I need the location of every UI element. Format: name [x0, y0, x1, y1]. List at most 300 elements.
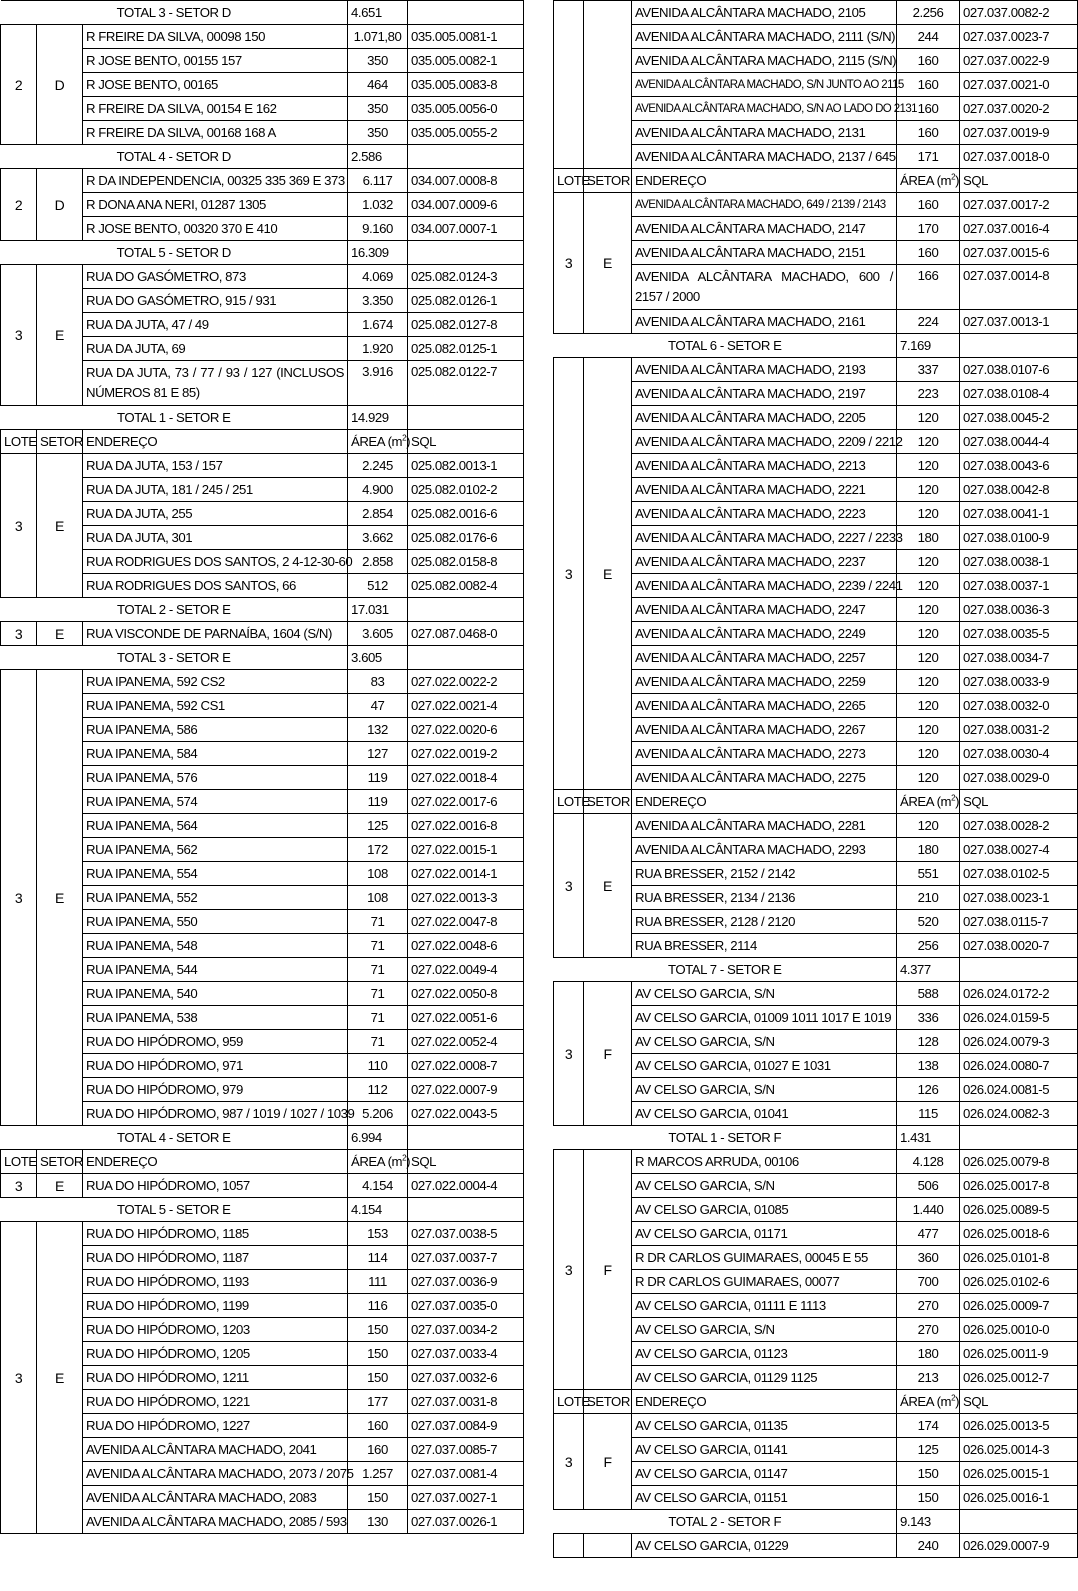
- sql-cell: 027.022.0004-4: [408, 1174, 524, 1198]
- address-cell: AVENIDA ALCÂNTARA MACHADO, 600 / 2157 / 2000: [632, 265, 897, 310]
- sql-cell: 025.082.0013-1: [408, 454, 524, 478]
- address-cell: RUA DO HIPÓDROMO, 971: [83, 1054, 348, 1078]
- total-empty-cell: [408, 646, 524, 670]
- setor-cell: F: [584, 1414, 632, 1510]
- table-row: [554, 1174, 1078, 1198]
- header-area-text: ÁREA (m: [351, 1153, 403, 1169]
- sql-cell: 026.025.0009-7: [960, 1294, 1078, 1318]
- table-row: [554, 838, 1078, 862]
- address-cell: R FREIRE DA SILVA, 00168 168 A: [83, 121, 348, 145]
- header-area-text: ÁREA (m: [900, 172, 952, 188]
- total-value: 4.154: [348, 1198, 408, 1222]
- area-cell: 119: [348, 790, 408, 814]
- area-cell: 120: [897, 622, 960, 646]
- address-cell: RUA IPANEMA, 554: [83, 862, 348, 886]
- total-empty-cell: [960, 958, 1078, 982]
- sql-cell: 026.025.0089-5: [960, 1198, 1078, 1222]
- sql-cell: 027.038.0032-0: [960, 694, 1078, 718]
- table-row: [554, 766, 1078, 790]
- setor-cell: [584, 1, 632, 169]
- address-cell: AV CELSO GARCIA, 01123: [632, 1342, 897, 1366]
- area-cell: 588: [897, 982, 960, 1006]
- area-cell: 130: [348, 1510, 408, 1534]
- area-cell: 120: [897, 646, 960, 670]
- header-area-superscript: 2: [951, 1393, 956, 1403]
- sql-cell: 027.037.0038-5: [408, 1222, 524, 1246]
- area-cell: 9.160: [348, 217, 408, 241]
- area-cell: 180: [897, 526, 960, 550]
- area-cell: 47: [348, 694, 408, 718]
- address-cell: AVENIDA ALCÂNTARA MACHADO, 2213: [632, 454, 897, 478]
- header-area: [897, 169, 960, 193]
- area-cell: 108: [348, 862, 408, 886]
- area-cell: 172: [348, 838, 408, 862]
- total-value: 14.929: [348, 406, 408, 430]
- lote-cell: 3: [1, 265, 37, 406]
- sql-cell: 027.038.0100-9: [960, 526, 1078, 550]
- header-area-superscript: 2: [402, 1153, 407, 1163]
- address-cell: AVENIDA ALCÂNTARA MACHADO, 2249: [632, 622, 897, 646]
- area-cell: 71: [348, 958, 408, 982]
- address-cell: RUA IPANEMA, 574: [83, 790, 348, 814]
- header-sql: SQL: [960, 169, 1078, 193]
- table-row: [554, 742, 1078, 766]
- area-cell: 160: [897, 193, 960, 217]
- total-value: 16.309: [348, 241, 408, 265]
- area-cell: 160: [897, 73, 960, 97]
- address-cell: AVENIDA ALCÂNTARA MACHADO, 2257: [632, 646, 897, 670]
- column-header-row: [1, 1150, 524, 1174]
- total-empty-cell: [408, 1, 524, 25]
- address-cell: RUA DO GASÓMETRO, 873: [83, 265, 348, 289]
- area-cell: 160: [897, 241, 960, 265]
- address-cell: AV CELSO GARCIA, S/N: [632, 1030, 897, 1054]
- lote-cell: 3: [1, 622, 37, 646]
- total-label: TOTAL 4 - SETOR E: [1, 1126, 348, 1150]
- area-cell: 4.069: [348, 265, 408, 289]
- table-row: [554, 598, 1078, 622]
- address-cell: AVENIDA ALCÂNTARA MACHADO, 2205: [632, 406, 897, 430]
- table-row: [554, 145, 1078, 169]
- sql-cell: 027.022.0043-5: [408, 1102, 524, 1126]
- sql-cell: 026.024.0082-3: [960, 1102, 1078, 1126]
- sql-cell: 027.037.0033-4: [408, 1342, 524, 1366]
- table-row: [554, 193, 1078, 217]
- sql-cell: 035.005.0082-1: [408, 49, 524, 73]
- header-area-text: ÁREA (m: [900, 1393, 952, 1409]
- sql-cell: 027.038.0023-1: [960, 886, 1078, 910]
- sql-cell: 026.025.0010-0: [960, 1318, 1078, 1342]
- area-cell: 150: [348, 1342, 408, 1366]
- area-cell: 350: [348, 49, 408, 73]
- total-value: 17.031: [348, 598, 408, 622]
- total-label: TOTAL 3 - SETOR D: [1, 1, 348, 25]
- total-label: TOTAL 5 - SETOR D: [1, 241, 348, 265]
- table-row: [1, 1222, 524, 1246]
- total-value: 1.431: [897, 1126, 960, 1150]
- lote-cell: 3: [1, 1174, 37, 1198]
- total-row: [554, 1126, 1078, 1150]
- address-cell: AVENIDA ALCÂNTARA MACHADO, S/N JUNTO AO 2115: [632, 73, 897, 97]
- address-cell: RUA DO HIPÓDROMO, 1057: [83, 1174, 348, 1198]
- sql-cell: 027.038.0107-6: [960, 358, 1078, 382]
- address-cell: RUA VISCONDE DE PARNAÍBA, 1604 (S/N): [83, 622, 348, 646]
- area-cell: 110: [348, 1054, 408, 1078]
- total-empty-cell: [960, 1126, 1078, 1150]
- table-row: [554, 1150, 1078, 1174]
- area-cell: 125: [348, 814, 408, 838]
- table-row: [554, 430, 1078, 454]
- total-row: [1, 406, 524, 430]
- table-row: [554, 1102, 1078, 1126]
- sql-cell: 027.038.0037-1: [960, 574, 1078, 598]
- address-cell: AVENIDA ALCÂNTARA MACHADO, 2151: [632, 241, 897, 265]
- area-cell: 120: [897, 670, 960, 694]
- total-label: TOTAL 3 - SETOR E: [1, 646, 348, 670]
- total-value: 2.586: [348, 145, 408, 169]
- area-cell: 337: [897, 358, 960, 382]
- table-row: [554, 814, 1078, 838]
- sql-cell: 027.038.0033-9: [960, 670, 1078, 694]
- sql-cell: 026.024.0079-3: [960, 1030, 1078, 1054]
- table-row: [554, 550, 1078, 574]
- address-cell: AVENIDA ALCÂNTARA MACHADO, 2259: [632, 670, 897, 694]
- area-cell: 1.032: [348, 193, 408, 217]
- address-cell: AVENIDA ALCÂNTARA MACHADO, 2239 / 2241: [632, 574, 897, 598]
- address-cell: RUA DA JUTA, 255: [83, 502, 348, 526]
- table-row: [1, 25, 524, 49]
- area-cell: 256: [897, 934, 960, 958]
- total-empty-cell: [408, 145, 524, 169]
- address-cell: AVENIDA ALCÂNTARA MACHADO, 2267: [632, 718, 897, 742]
- address-cell: RUA DA JUTA, 73 / 77 / 93 / 127 (INCLUSOS NÚMEROS 81 E 85): [83, 361, 348, 406]
- setor-cell: E: [37, 265, 83, 406]
- address-cell: RUA DO HIPÓDROMO, 1187: [83, 1246, 348, 1270]
- sql-cell: 027.022.0050-8: [408, 982, 524, 1006]
- sql-cell: 025.082.0124-3: [408, 265, 524, 289]
- table-row: [1, 670, 524, 694]
- address-cell: AVENIDA ALCÂNTARA MACHADO, 2281: [632, 814, 897, 838]
- header-area-close: ): [406, 1153, 411, 1169]
- area-cell: 177: [348, 1390, 408, 1414]
- address-cell: AV CELSO GARCIA, S/N: [632, 1174, 897, 1198]
- header-endereco: ENDEREÇO: [83, 1150, 348, 1174]
- area-cell: 1.071,80: [348, 25, 408, 49]
- lote-cell: 2: [1, 169, 37, 241]
- area-cell: 520: [897, 910, 960, 934]
- area-cell: 160: [897, 121, 960, 145]
- area-cell: 112: [348, 1078, 408, 1102]
- area-cell: 4.128: [897, 1150, 960, 1174]
- area-cell: 1.257: [348, 1462, 408, 1486]
- address-cell: RUA IPANEMA, 550: [83, 910, 348, 934]
- area-cell: 120: [897, 430, 960, 454]
- address-cell: R DR CARLOS GUIMARAES, 00045 E 55: [632, 1246, 897, 1270]
- area-cell: 71: [348, 910, 408, 934]
- address-cell: AVENIDA ALCÂNTARA MACHADO, 2111 (S/N): [632, 25, 897, 49]
- lote-cell: 2: [1, 25, 37, 145]
- sql-cell: 026.024.0080-7: [960, 1054, 1078, 1078]
- sql-cell: 025.082.0176-6: [408, 526, 524, 550]
- table-row: [554, 694, 1078, 718]
- area-cell: 3.350: [348, 289, 408, 313]
- total-label: TOTAL 2 - SETOR F: [554, 1510, 897, 1534]
- area-cell: 223: [897, 382, 960, 406]
- sql-cell: 027.037.0034-2: [408, 1318, 524, 1342]
- area-cell: 506: [897, 1174, 960, 1198]
- area-cell: 120: [897, 598, 960, 622]
- area-cell: 3.916: [348, 361, 408, 406]
- total-empty-cell: [408, 1198, 524, 1222]
- area-cell: 551: [897, 862, 960, 886]
- area-cell: 116: [348, 1294, 408, 1318]
- header-area-close: ): [406, 433, 411, 449]
- table-row: [554, 1342, 1078, 1366]
- total-row: [1, 1126, 524, 1150]
- lote-cell: [554, 1, 584, 169]
- area-cell: 244: [897, 25, 960, 49]
- lote-cell: 3: [554, 193, 584, 334]
- address-cell: RUA IPANEMA, 564: [83, 814, 348, 838]
- address-cell: RUA DO HIPÓDROMO, 1193: [83, 1270, 348, 1294]
- address-cell: AV CELSO GARCIA, 01141: [632, 1438, 897, 1462]
- total-empty-cell: [408, 1126, 524, 1150]
- setor-cell: [584, 1534, 632, 1558]
- address-cell: AVENIDA ALCÂNTARA MACHADO, 2131: [632, 121, 897, 145]
- lote-cell: 3: [1, 670, 37, 1126]
- area-cell: 132: [348, 718, 408, 742]
- header-setor: SETOR: [37, 430, 83, 454]
- area-cell: 150: [348, 1318, 408, 1342]
- address-cell: AVENIDA ALCÂNTARA MACHADO, 2083: [83, 1486, 348, 1510]
- total-label: TOTAL 1 - SETOR F: [554, 1126, 897, 1150]
- area-cell: 120: [897, 814, 960, 838]
- sql-cell: 027.037.0027-1: [408, 1486, 524, 1510]
- address-cell: RUA DO HIPÓDROMO, 1205: [83, 1342, 348, 1366]
- sql-cell: 026.029.0007-9: [960, 1534, 1078, 1558]
- sql-cell: 027.022.0047-8: [408, 910, 524, 934]
- sql-cell: 027.022.0017-6: [408, 790, 524, 814]
- header-area: [897, 790, 960, 814]
- sql-cell: 027.038.0035-5: [960, 622, 1078, 646]
- total-value: 4.651: [348, 1, 408, 25]
- address-cell: AVENIDA ALCÂNTARA MACHADO, 2221: [632, 478, 897, 502]
- address-cell: RUA DO HIPÓDROMO, 959: [83, 1030, 348, 1054]
- address-cell: AV CELSO GARCIA, S/N: [632, 1078, 897, 1102]
- area-cell: 160: [348, 1414, 408, 1438]
- sql-cell: 027.037.0018-0: [960, 145, 1078, 169]
- table-row: [554, 1078, 1078, 1102]
- address-cell: AVENIDA ALCÂNTARA MACHADO, 649 / 2139 / 2143: [632, 193, 897, 217]
- area-cell: 83: [348, 670, 408, 694]
- area-cell: 160: [348, 1438, 408, 1462]
- address-cell: AVENIDA ALCÂNTARA MACHADO, 2197: [632, 382, 897, 406]
- table-row: [554, 1438, 1078, 1462]
- area-cell: 6.117: [348, 169, 408, 193]
- table-row: [554, 646, 1078, 670]
- table-row: [554, 265, 1078, 310]
- address-cell: AVENIDA ALCÂNTARA MACHADO, S/N AO LADO DO 2131: [632, 97, 897, 121]
- sql-cell: 027.037.0021-0: [960, 73, 1078, 97]
- area-cell: 115: [897, 1102, 960, 1126]
- header-endereco: ENDEREÇO: [83, 430, 348, 454]
- area-cell: 120: [897, 502, 960, 526]
- table-row: [554, 382, 1078, 406]
- sql-cell: 027.038.0045-2: [960, 406, 1078, 430]
- total-value: 9.143: [897, 1510, 960, 1534]
- area-cell: 210: [897, 886, 960, 910]
- sql-cell: 025.082.0158-8: [408, 550, 524, 574]
- table-row: [1, 265, 524, 289]
- area-cell: 2.858: [348, 550, 408, 574]
- sql-cell: 025.082.0016-6: [408, 502, 524, 526]
- table-row: [554, 1030, 1078, 1054]
- sql-cell: 027.022.0049-4: [408, 958, 524, 982]
- header-sql: SQL: [960, 790, 1078, 814]
- table-row: [554, 1198, 1078, 1222]
- sql-cell: 027.038.0020-7: [960, 934, 1078, 958]
- total-row: [1, 145, 524, 169]
- address-cell: AVENIDA ALCÂNTARA MACHADO, 2227 / 2233: [632, 526, 897, 550]
- table-row: [554, 241, 1078, 265]
- area-cell: 111: [348, 1270, 408, 1294]
- address-cell: RUA DA JUTA, 181 / 245 / 251: [83, 478, 348, 502]
- address-cell: RUA IPANEMA, 562: [83, 838, 348, 862]
- total-row: [1, 646, 524, 670]
- address-cell: AVENIDA ALCÂNTARA MACHADO, 2223: [632, 502, 897, 526]
- address-cell: AVENIDA ALCÂNTARA MACHADO, 2193: [632, 358, 897, 382]
- column-header-row: [554, 790, 1078, 814]
- total-empty-cell: [408, 241, 524, 265]
- table-row: [554, 982, 1078, 1006]
- total-empty-cell: [960, 334, 1078, 358]
- area-cell: 180: [897, 838, 960, 862]
- address-cell: RUA IPANEMA, 586: [83, 718, 348, 742]
- address-cell: AV CELSO GARCIA, 01085: [632, 1198, 897, 1222]
- header-area-superscript: 2: [402, 433, 407, 443]
- header-lote: LOTE: [554, 169, 584, 193]
- setor-cell: E: [37, 1222, 83, 1534]
- header-area-close: ): [955, 172, 960, 188]
- header-area-superscript: 2: [951, 172, 956, 182]
- sql-cell: 027.022.0018-4: [408, 766, 524, 790]
- header-setor: SETOR: [584, 1390, 632, 1414]
- table-row: [554, 1270, 1078, 1294]
- area-cell: 1.440: [897, 1198, 960, 1222]
- area-cell: 114: [348, 1246, 408, 1270]
- address-cell: RUA BRESSER, 2152 / 2142: [632, 862, 897, 886]
- address-cell: AVENIDA ALCÂNTARA MACHADO, 2273: [632, 742, 897, 766]
- table-row: [554, 1054, 1078, 1078]
- table-row: [554, 49, 1078, 73]
- header-endereco: ENDEREÇO: [632, 790, 897, 814]
- sql-cell: 027.038.0044-4: [960, 430, 1078, 454]
- table-row: [554, 1222, 1078, 1246]
- area-cell: 108: [348, 886, 408, 910]
- header-area-close: ): [955, 1393, 960, 1409]
- lote-cell: 3: [554, 1414, 584, 1510]
- area-cell: 180: [897, 1342, 960, 1366]
- sql-cell: 027.037.0019-9: [960, 121, 1078, 145]
- sql-cell: 027.022.0052-4: [408, 1030, 524, 1054]
- address-cell: RUA DO HIPÓDROMO, 1185: [83, 1222, 348, 1246]
- address-cell: AV CELSO GARCIA, 01135: [632, 1414, 897, 1438]
- address-cell: AVENIDA ALCÂNTARA MACHADO, 2041: [83, 1438, 348, 1462]
- sql-cell: 027.037.0035-0: [408, 1294, 524, 1318]
- area-cell: 4.154: [348, 1174, 408, 1198]
- setor-cell: E: [37, 1174, 83, 1198]
- sql-cell: 035.005.0083-8: [408, 73, 524, 97]
- table-row: [1, 622, 524, 646]
- table-row: [554, 358, 1078, 382]
- sql-cell: 026.025.0014-3: [960, 1438, 1078, 1462]
- address-cell: RUA DO HIPÓDROMO, 1211: [83, 1366, 348, 1390]
- area-cell: 2.854: [348, 502, 408, 526]
- area-cell: 171: [897, 145, 960, 169]
- address-cell: RUA IPANEMA, 592 CS2: [83, 670, 348, 694]
- table-row: [1, 1174, 524, 1198]
- setor-cell: E: [584, 358, 632, 790]
- table-body-right: [554, 1, 1078, 1558]
- setor-cell: E: [584, 193, 632, 334]
- sql-cell: 027.037.0082-2: [960, 1, 1078, 25]
- table-row: [554, 1534, 1078, 1558]
- address-cell: RUA IPANEMA, 584: [83, 742, 348, 766]
- total-label: TOTAL 1 - SETOR E: [1, 406, 348, 430]
- lote-cell: 3: [554, 814, 584, 958]
- address-cell: R FREIRE DA SILVA, 00154 E 162: [83, 97, 348, 121]
- address-cell: R JOSE BENTO, 00320 370 E 410: [83, 217, 348, 241]
- sql-cell: 027.037.0036-9: [408, 1270, 524, 1294]
- address-cell: AV CELSO GARCIA, 01041: [632, 1102, 897, 1126]
- total-label: TOTAL 4 - SETOR D: [1, 145, 348, 169]
- area-cell: 160: [897, 97, 960, 121]
- total-label: TOTAL 2 - SETOR E: [1, 598, 348, 622]
- header-lote: LOTE: [1, 430, 37, 454]
- address-cell: R DA INDEPENDENCIA, 00325 335 369 E 373: [83, 169, 348, 193]
- sql-cell: 034.007.0007-1: [408, 217, 524, 241]
- area-cell: 125: [897, 1438, 960, 1462]
- area-cell: 150: [348, 1486, 408, 1510]
- table-row: [554, 121, 1078, 145]
- sql-cell: 027.022.0021-4: [408, 694, 524, 718]
- sql-cell: 027.022.0048-6: [408, 934, 524, 958]
- total-row: [1, 598, 524, 622]
- address-cell: R DR CARLOS GUIMARAES, 00077: [632, 1270, 897, 1294]
- sql-cell: 027.022.0013-3: [408, 886, 524, 910]
- sql-cell: 035.005.0056-0: [408, 97, 524, 121]
- address-cell: RUA IPANEMA, 548: [83, 934, 348, 958]
- address-cell: R FREIRE DA SILVA, 00098 150: [83, 25, 348, 49]
- sql-cell: 027.038.0115-7: [960, 910, 1078, 934]
- area-cell: 360: [897, 1246, 960, 1270]
- area-cell: 120: [897, 718, 960, 742]
- sql-cell: 026.025.0013-5: [960, 1414, 1078, 1438]
- area-cell: 3.605: [348, 622, 408, 646]
- header-lote: LOTE: [554, 1390, 584, 1414]
- setor-cell: F: [584, 982, 632, 1126]
- area-cell: 119: [348, 766, 408, 790]
- area-cell: 270: [897, 1294, 960, 1318]
- address-cell: AV CELSO GARCIA, 01129 1125: [632, 1366, 897, 1390]
- column-header-row: [554, 1390, 1078, 1414]
- setor-cell: F: [584, 1150, 632, 1390]
- sql-cell: 025.082.0082-4: [408, 574, 524, 598]
- total-empty-cell: [408, 406, 524, 430]
- address-cell: RUA RODRIGUES DOS SANTOS, 66: [83, 574, 348, 598]
- area-cell: 5.206: [348, 1102, 408, 1126]
- sql-cell: 027.038.0031-2: [960, 718, 1078, 742]
